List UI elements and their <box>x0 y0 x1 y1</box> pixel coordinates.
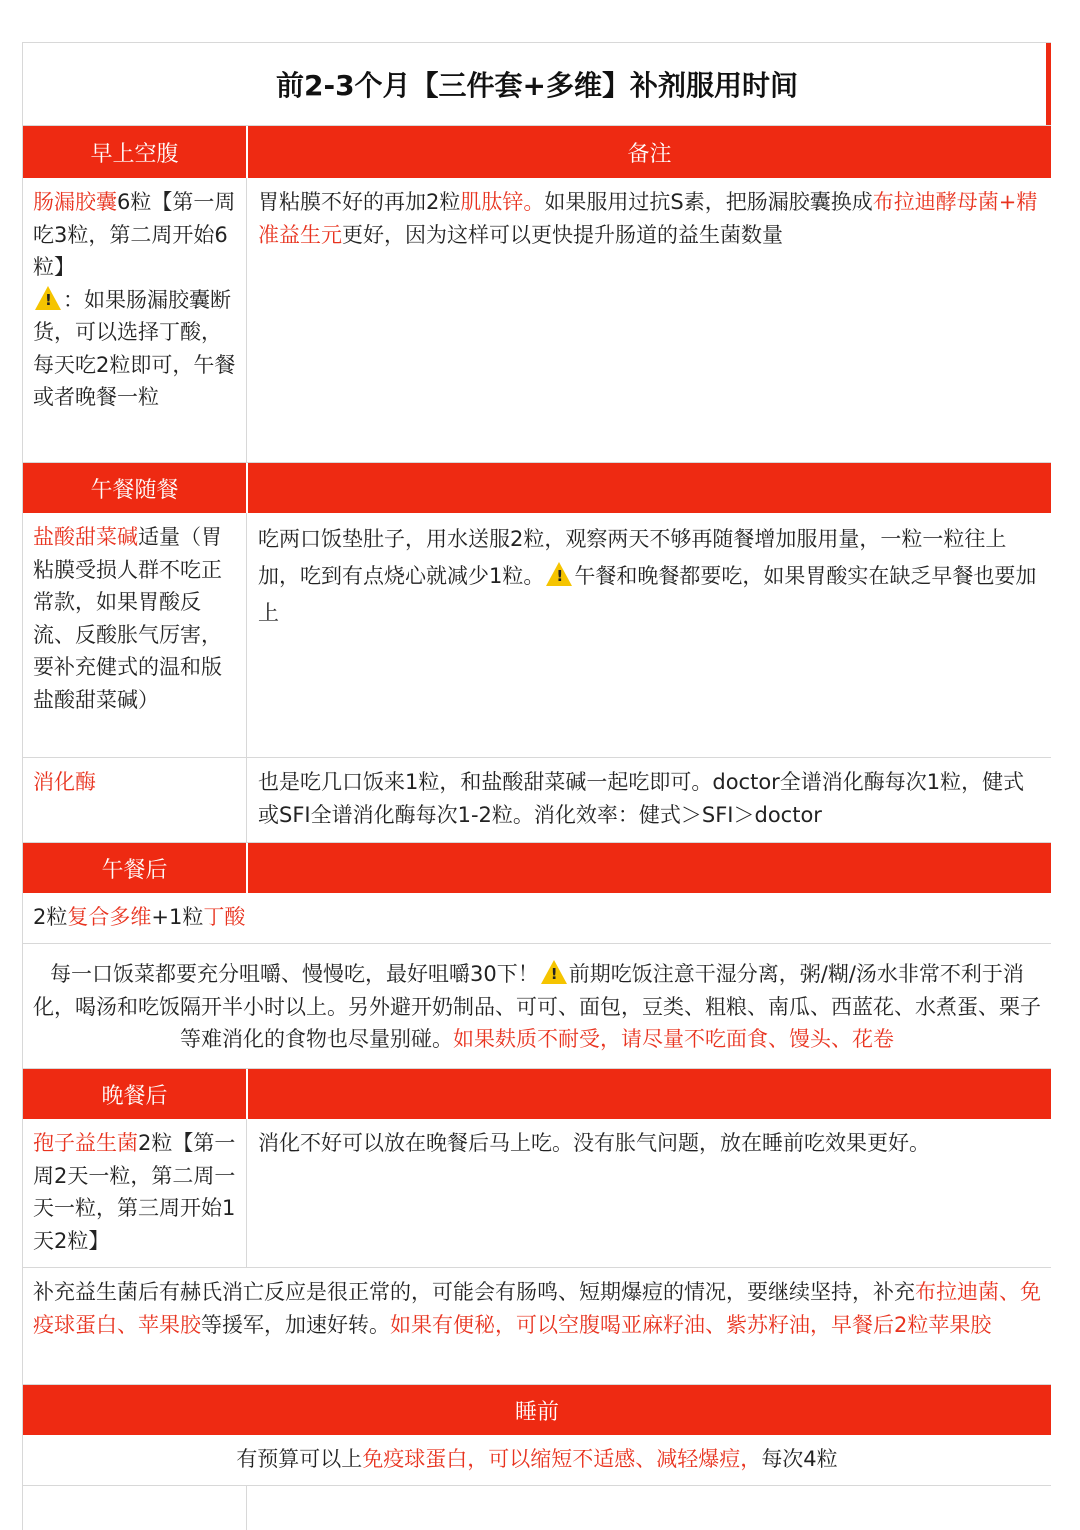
section-header-after-dinner <box>23 1069 1051 1119</box>
column-divider <box>246 1486 247 1530</box>
table-row-after-dinner-1 <box>23 1119 1051 1268</box>
after-dinner-supplement-cell <box>33 1127 238 1257</box>
advice-text: 每一口饭菜都要充分咀嚼、慢慢吃，最好咀嚼30下！ <box>50 962 539 986</box>
column-divider <box>246 178 247 462</box>
table-row-bedtime-1 <box>23 1435 1051 1486</box>
section-header-after-lunch <box>23 843 1051 893</box>
table-row-morning <box>23 178 1051 463</box>
column-divider <box>246 513 247 757</box>
supplement-name: 孢子益生菌 <box>33 1131 138 1155</box>
advice-text: 补充益生菌后有赫氏消亡反应是很正常的，可能会有肠鸣、短期爆痘的情况，要继续坚持，补充 <box>33 1280 915 1304</box>
note-text: 更好，因为这样可以更快提升肠道的益生菌数量 <box>342 222 783 247</box>
section-header-morning <box>23 126 1051 178</box>
supplement-dosage: 6粒【第一周吃3粒，第二周开始6粒】 <box>33 190 236 279</box>
lunch-header-label: 午餐随餐 <box>90 477 179 503</box>
header-divider <box>246 843 248 893</box>
table-row-empty <box>23 1486 1051 1530</box>
note-highlight: 肌肽锌。 <box>460 190 545 214</box>
note-highlight: 布拉迪酵母菌+精准益生元 <box>258 190 1038 247</box>
warning-icon <box>541 960 567 984</box>
warning-icon <box>546 562 572 586</box>
morning-supplement-cell <box>33 186 238 414</box>
diet-advice-cell <box>33 958 1041 1056</box>
note-text: 午餐和晚餐都要吃，如果胃酸实在缺乏早餐也要加上 <box>258 564 1037 625</box>
supplement-schedule-table <box>22 42 1051 1530</box>
advice-text: 前期吃饭注意干湿分离，粥/糊/汤水非常不利于消化，喝汤和吃饭隔开半小时以上。另外避开奶制品、可可、面包，豆类、粗粮、南瓜、西蓝花、水煮蛋、栗子等难消化的食物也尽量别碰。 <box>33 962 1041 1051</box>
table-row-after-dinner-2 <box>23 1268 1051 1385</box>
after-lunch-header-label: 午餐后 <box>101 857 168 883</box>
lunch-notes-cell <box>258 521 1043 632</box>
table-row-lunch-1 <box>23 513 1051 758</box>
note-text: 如果服用过抗S素，把肠漏胶囊换成 <box>544 190 873 214</box>
column-divider <box>246 758 247 842</box>
header-divider <box>246 1069 248 1119</box>
note-text: 胃粘膜不好的再加2粒 <box>258 190 461 214</box>
table-row-after-lunch-2 <box>23 944 1051 1069</box>
after-dinner-notes-cell: 消化不好可以放在晚餐后马上吃。没有胀气问题，放在睡前吃效果更好。 <box>258 1131 930 1155</box>
supplement-name: 复合多维 <box>67 905 152 929</box>
lunch-supplement-cell <box>33 521 238 716</box>
dosage-text: +1粒 <box>151 905 204 929</box>
notes-header-label: 备注 <box>627 141 672 167</box>
after-dinner-header-label: 晚餐后 <box>101 1083 168 1109</box>
header-divider <box>246 463 248 513</box>
table-row-after-lunch-1 <box>23 893 1051 944</box>
herx-reaction-cell <box>33 1276 1041 1341</box>
warning-icon <box>35 286 61 310</box>
note-text: 吃两口饭垫肚子，用水送服2粒，观察两天不够再随餐增加服用量，一粒一粒往上加，吃到有点烧心就减少1粒。 <box>258 527 1007 588</box>
supplement-dosage: 2粒【第一周2天一粒，第二周一天一粒，第三周开始1天2粒】 <box>33 1131 236 1253</box>
supplement-dosage: 适量（胃粘膜受损人群不吃正常款，如果胃酸反流、反酸胀气厉害，要补充健式的温和版盐酸甜菜碱） <box>33 525 222 712</box>
advice-text: 等援军，加速好转。 <box>201 1312 390 1337</box>
section-header-bedtime: 睡前 <box>23 1385 1051 1435</box>
advice-highlight: 如果有便秘，可以空腹喝亚麻籽油、紫苏籽油，早餐后2粒苹果胶 <box>390 1312 992 1337</box>
section-header-lunch <box>23 463 1051 513</box>
warning-note: ：如果肠漏胶囊断货，可以选择丁酸，每天吃2粒即可，午餐或者晚餐一粒 <box>33 287 236 409</box>
supplement-name: 消化酶 <box>33 770 96 794</box>
morning-notes-cell <box>258 186 1043 251</box>
table-row-lunch-2 <box>23 758 1051 843</box>
after-lunch-supplement-cell <box>33 901 1041 934</box>
dosage-text: 2粒 <box>33 905 68 929</box>
enzyme-notes-cell: 也是吃几口饭来1粒，和盐酸甜菜碱一起吃即可。doctor全谱消化酶每次1粒，健式或SFI全谱消化酶每次1-2粒。消化效率：健式＞SFI＞doctor <box>258 770 1025 827</box>
bedtime-cell <box>33 1443 1041 1476</box>
advice-text: 每次4粒 <box>761 1447 838 1471</box>
advice-highlight: 布拉迪菌、免疫球蛋白、苹果胶 <box>33 1280 1041 1337</box>
supplement-name: 丁酸 <box>203 905 246 929</box>
title-accent-bar <box>1046 43 1051 125</box>
supplement-name: 肠漏胶囊 <box>33 190 117 214</box>
advice-highlight: 免疫球蛋白，可以缩短不适感、减轻爆痘， <box>362 1447 762 1471</box>
morning-header-label: 早上空腹 <box>90 141 179 167</box>
page-title: 前2-3个月【三件套+多维】补剂服用时间 <box>23 43 1051 126</box>
supplement-name: 盐酸甜菜碱 <box>33 525 138 549</box>
advice-highlight: 如果麸质不耐受，请尽量不吃面食、馒头、花卷 <box>453 1027 894 1051</box>
column-divider <box>246 1119 247 1267</box>
advice-text: 有预算可以上 <box>236 1447 363 1471</box>
